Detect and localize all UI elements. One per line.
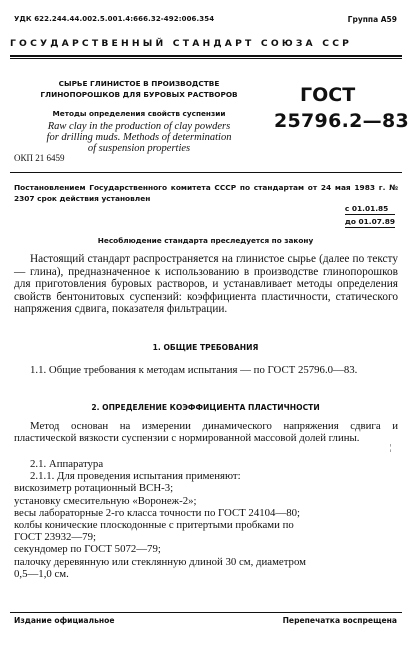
group-code: Группа А59 [347, 15, 397, 24]
intro-paragraph [14, 253, 398, 316]
list-item: 2.1. Аппаратура [30, 458, 104, 470]
margin-mark: ¦ [390, 443, 392, 452]
section-2-heading: 2. ОПРЕДЕЛЕНИЕ КОЭФФИЦИЕНТА ПЛАСТИЧНОСТИ [91, 403, 320, 412]
list-item: установку смесительную «Воронеж-2»; [14, 494, 197, 507]
reprint-notice: Перепечатка воспрещена [282, 616, 397, 625]
title-russian [14, 78, 264, 100]
title-ru-line-2: ГЛИНОПОРОШКОВ ДЛЯ БУРОВЫХ РАСТВОРОВ [40, 90, 238, 99]
penalty-notice: Несоблюдение стандарта преследуется по закону [97, 236, 314, 245]
list-item: колбы конические плоскодонные с притертыми пробками по [14, 519, 294, 532]
title-en-line-3: of suspension properties [87, 143, 191, 154]
section-rule [10, 172, 402, 173]
gost-label: ГОСТ [300, 84, 356, 106]
title-english [14, 121, 264, 154]
list-item: 0,5—1,0 см. [14, 567, 69, 580]
list-item: секундомер по ГОСТ 5072—79; [14, 543, 161, 556]
clause-1-1: 1.1. Общие требования к методам испытания — по ГОСТ 25796.0—83. [30, 364, 358, 376]
gost-number: 25796.2—83 [274, 110, 409, 132]
validity-dates [345, 203, 395, 229]
list-item: 2.1.1. Для проведения испытания применяют: [30, 470, 241, 483]
footer-rule [10, 612, 402, 613]
header-rule-thick [10, 55, 402, 57]
official-edition: Издание официальное [14, 616, 115, 625]
title-en-line-1: Raw clay in the production of clay powders [47, 121, 231, 132]
header-rule-thin [10, 58, 402, 59]
standard-banner: ГОСУДАРСТВЕННЫЙ СТАНДАРТ СОЮЗА ССР [10, 38, 353, 49]
okp-code: ОКП 21 6459 [14, 153, 65, 163]
apparatus-list [14, 458, 398, 580]
valid-to: до 01.07.89 [344, 217, 395, 226]
title-en-line-2: for drilling muds. Methods of determination [46, 132, 232, 143]
list-item: ГОСТ 23932—79; [14, 531, 96, 544]
list-item: палочку деревянную или стеклянную длиной 30 см, диаметром [14, 555, 306, 568]
title-methods: Методы определения свойств суспензии [52, 109, 226, 118]
list-item: вискозиметр ротационный ВСН-3; [14, 482, 174, 495]
valid-from: с 01.01.85 [345, 203, 395, 215]
section-1-heading: 1. ОБЩИЕ ТРЕБОВАНИЯ [152, 343, 259, 352]
intro-text: Настоящий стандарт распространяется на глинистое сырье (далее по тексту — глина), предназначенное к использованию в производстве глинопорошков для приготовления буровых растворов, и устанавливает методы определения свойств бентонитовых суспензий: коэффициента пластичности, статического напряжения сдвига, показателя фильтрации. [14, 253, 398, 315]
method-paragraph [14, 420, 398, 444]
decree-text: Постановлением Государственного комитета СССР по стандартам от 24 мая 1983 г. № 2307 срок действия установлен [14, 183, 398, 203]
udk-code: УДК 622.244.44.002.5.001.4:666.32-492:006.354 [14, 15, 215, 23]
list-item: весы лабораторные 2-го класса точности по ГОСТ 24104—80; [14, 506, 301, 519]
title-ru-line-1: СЫРЬЕ ГЛИНИСТОЕ В ПРОИЗВОДСТВЕ [58, 79, 220, 88]
section-1-body [14, 364, 398, 376]
method-text: Метод основан на измерении динамического напряжения сдвига и пластической вязкости суспензии с нормированной массовой долей глины. [14, 420, 398, 445]
